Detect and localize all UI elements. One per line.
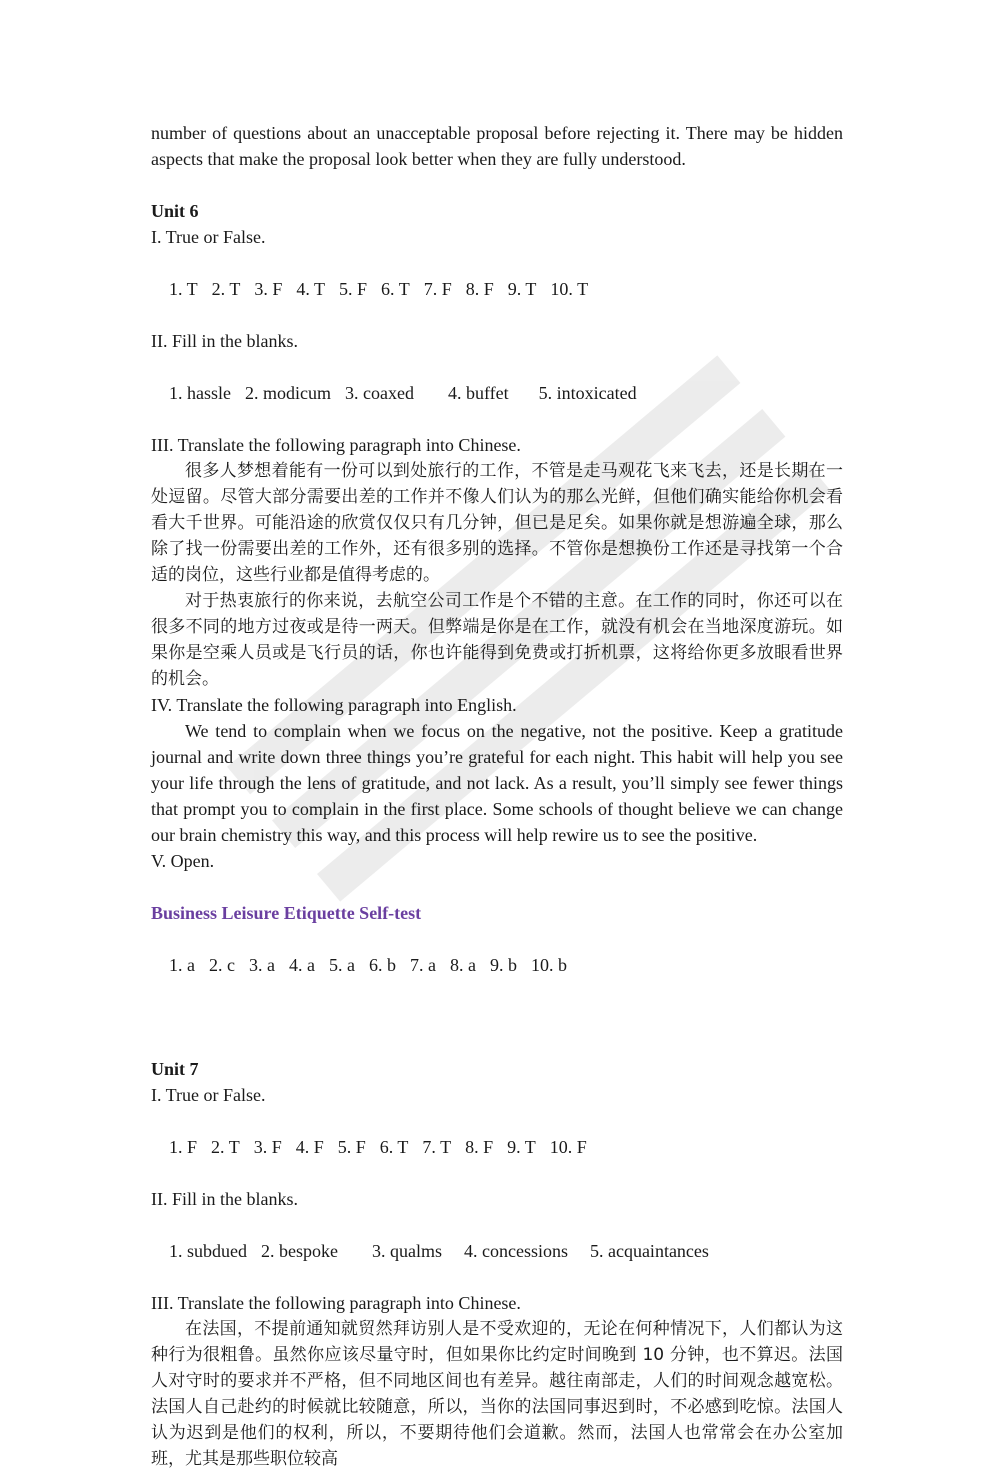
answer: 4. buffet: [447, 383, 509, 403]
answer: 3. coaxed: [345, 383, 414, 403]
answer: 7. F: [423, 279, 452, 299]
answer: 9. b: [490, 955, 517, 975]
answer: 10. F: [549, 1137, 587, 1157]
selftest-title: Business Leisure Etiquette Self-test: [151, 903, 422, 923]
unit7-section3-title: III. Translate the following paragraph into Chinese.: [151, 1293, 521, 1313]
answer: 1. hassle: [169, 383, 231, 403]
answer: 2. T: [211, 279, 241, 299]
answer: 4. F: [295, 1137, 324, 1157]
unit7-chinese-paragraph-1: 在法国，不提前通知就贸然拜访别人是不受欢迎的，无论在何种情况下，人们都认为这种行为很粗鲁。虽然你应该尽量守时，但如果你比约定时间晚到 10 分钟，也不算迟。法国人对守时的要求并不严格，但不同地区间也有差异。越往南部走，人们的时间观念越宽松。法国人自己赴约的时候就比较随意，所以，当你的法国同事迟到时，不必感到吃惊。法国人认为迟到是他们的权利，所以，不要期待他们会道歉。然而，法国人也常常会在办公室加班，尤其是那些职位较高: [151, 1319, 843, 1469]
unit6-chinese-paragraph-2: 对于热衷旅行的你来说，去航空公司工作是个不错的主意。在工作的同时，你还可以在很多不同的地方过夜或是待一两天。但弊端是你是在工作，就没有机会在当地深度游玩。如果你是空乘人员或是飞行员的话，你也许能得到免费或打折机票，这将给你更多放眼看世界的机会。: [151, 591, 843, 689]
answer: 4. a: [289, 955, 315, 975]
answer: 2. modicum: [245, 383, 331, 403]
unit7-title: Unit 7: [151, 1059, 199, 1079]
unit6-chinese-paragraph-1: 很多人梦想着能有一份可以到处旅行的工作，不管是走马观花飞来飞去，还是长期在一处逗留。尽管大部分需要出差的工作并不像人们认为的那么光鲜，但他们确实能给你机会看看大千世界。可能沿途的欣赏仅仅只有几分钟，但已是足矣。如果你就是想游遍全球，那么除了找一份需要出差的工作外，还有很多别的选择。不管你是想换份工作还是寻找第一个合适的岗位，这些行业都是值得考虑的。: [151, 461, 843, 585]
answer: 1. a: [169, 955, 195, 975]
unit6-section1-title: I. True or False.: [151, 227, 266, 247]
answer: 5. F: [339, 279, 368, 299]
answer: 3. qualms: [371, 1241, 442, 1261]
answer: 3. a: [249, 955, 275, 975]
unit7-section1-title: I. True or False.: [151, 1085, 266, 1105]
unit7-section2-title: II. Fill in the blanks.: [151, 1189, 298, 1209]
answer: 9. T: [507, 1137, 536, 1157]
answer: 1. T: [169, 279, 198, 299]
answer: 1. F: [169, 1137, 198, 1157]
document-page: [151, 120, 843, 1472]
answer: 1. subdued: [169, 1241, 247, 1261]
unit6-section4-title: IV. Translate the following paragraph into English.: [151, 695, 517, 715]
answer: 2. c: [209, 955, 235, 975]
unit6-tf-answers: [151, 250, 843, 328]
answer: 6. b: [369, 955, 396, 975]
unit6-title: Unit 6: [151, 201, 199, 221]
unit6-section2-title: II. Fill in the blanks.: [151, 331, 298, 351]
unit6-fill-answers: [151, 354, 843, 432]
selftest-answers: [151, 926, 843, 1004]
unit6-section5-title: V. Open.: [151, 851, 215, 871]
unit6-english-paragraph: We tend to complain when we focus on the negative, not the positive. Keep a gratitude journal and write down three things you’re grateful for each night. This habit will help you see your life through the lens of gratitude, and not lack. As a result, you’ll simply see fewer things that prompt you to complain in the first place. Some schools of thought believe we can change our brain chemistry this way, and this process will help rewire us to see the positive.: [151, 721, 843, 845]
answer: 7. a: [410, 955, 436, 975]
answer: 6. T: [379, 1137, 409, 1157]
answer: 8. F: [465, 1137, 494, 1157]
unit7-fill-answers: [151, 1212, 843, 1290]
answer: 5. intoxicated: [538, 383, 637, 403]
answer: 5. F: [337, 1137, 366, 1157]
answer: 4. T: [296, 279, 326, 299]
answer: 10. T: [550, 279, 589, 299]
answer: 2. bespoke: [261, 1241, 338, 1261]
unit7-tf-answers: [151, 1108, 843, 1186]
answer: 3. F: [254, 279, 283, 299]
answer: 6. T: [381, 279, 410, 299]
answer: 4. concessions: [463, 1241, 568, 1261]
answer: 8. a: [450, 955, 476, 975]
answer: 3. F: [253, 1137, 282, 1157]
answer: 8. F: [465, 279, 494, 299]
answer: 7. T: [422, 1137, 452, 1157]
answer: 5. a: [329, 955, 355, 975]
answer: 2. T: [211, 1137, 240, 1157]
answer: 5. acquaintances: [589, 1241, 709, 1261]
answer: 10. b: [531, 955, 567, 975]
answer: 9. T: [507, 279, 537, 299]
intro-paragraph: number of questions about an unacceptable proposal before rejecting it. There may be hidden aspects that make the proposal look better when they are fully understood.: [151, 123, 843, 169]
unit6-section3-title: III. Translate the following paragraph into Chinese.: [151, 435, 521, 455]
